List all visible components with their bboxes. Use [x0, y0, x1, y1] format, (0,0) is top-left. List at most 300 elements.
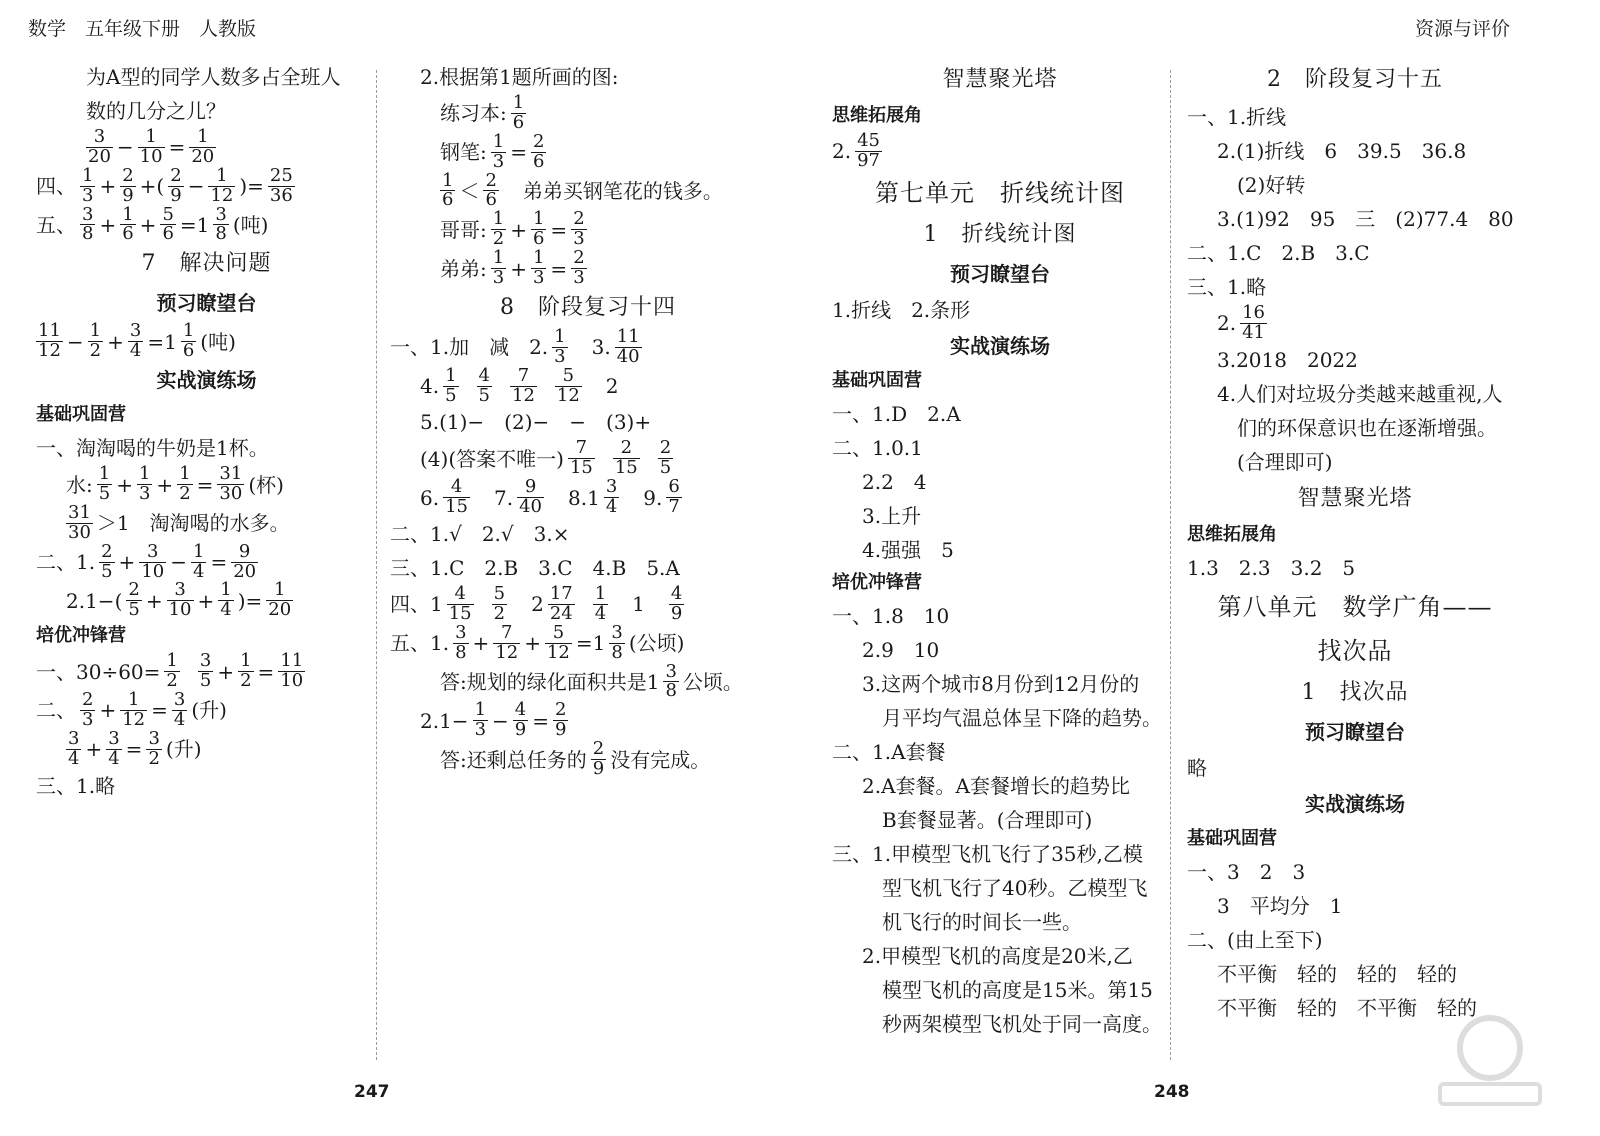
fraction-numerator: 31	[219, 463, 243, 485]
fraction-denominator: 9	[122, 184, 134, 206]
answer-text: 月平均气温总体呈下降的趋势。	[882, 705, 1162, 730]
answer-line	[388, 439, 788, 478]
answer-text: 四、	[36, 174, 76, 199]
answer-text: 5.(1)− (2)− − (3)+	[420, 410, 652, 435]
fraction-denominator: 15	[614, 457, 638, 479]
answer-text: 1 找次品	[1301, 679, 1409, 705]
fraction-denominator: 12	[512, 384, 535, 406]
fraction-denominator: 2	[492, 228, 505, 250]
fraction	[168, 164, 183, 206]
answer-text: 哥哥:	[440, 217, 487, 242]
answer-text: (升)	[165, 737, 202, 762]
answer-line	[830, 327, 1170, 365]
answer-text: +	[85, 737, 103, 762]
fraction	[139, 540, 166, 582]
fraction	[531, 210, 546, 249]
fraction	[571, 210, 586, 249]
answer-line	[830, 803, 1170, 837]
answer-line	[1185, 60, 1525, 100]
fraction	[66, 501, 93, 543]
answer-line	[830, 973, 1170, 1007]
fraction	[477, 364, 492, 406]
answer-text: 2.9 10	[862, 637, 940, 662]
answer-text: 2 阶段复习十五	[1267, 67, 1443, 92]
fraction-numerator: 1	[220, 579, 232, 601]
fraction-denominator: 6	[485, 189, 497, 211]
fraction	[66, 727, 81, 769]
fraction-numerator: 2	[555, 699, 567, 721]
answer-line	[388, 249, 788, 288]
fraction-denominator: 12	[495, 641, 519, 663]
answer-line	[388, 621, 788, 663]
answer-text: B套餐显著。(合理即可)	[882, 807, 1093, 832]
answer-text: 思维拓展角	[1187, 523, 1277, 545]
fraction	[167, 581, 194, 620]
fraction-denominator: 10	[280, 670, 304, 692]
answer-text: +	[99, 698, 117, 723]
fraction	[568, 439, 595, 478]
fraction	[447, 585, 474, 624]
fraction-numerator: 3	[605, 476, 618, 498]
answer-text: 1	[612, 592, 665, 617]
fraction-numerator: 2	[620, 437, 633, 459]
answer-text: 为A型的同学人数多占全班人	[86, 65, 341, 89]
fraction-numerator: 9	[524, 476, 537, 498]
answer-text: 答:规划的绿化面积共是1	[440, 669, 660, 694]
fraction-numerator: 1	[492, 208, 505, 230]
answer-text: ＜	[459, 178, 480, 203]
answer-text: 练习本:	[440, 101, 507, 126]
answer-text: 五、1.	[390, 631, 450, 656]
fraction	[126, 581, 141, 620]
answer-text: 预习瞭望台	[156, 291, 257, 316]
answer-text: 4.强强 5	[862, 537, 954, 562]
fraction	[491, 210, 506, 249]
answer-line	[388, 585, 788, 624]
fraction-denominator: 9	[514, 719, 527, 741]
fraction-numerator: 1	[532, 208, 545, 230]
fraction	[181, 322, 196, 361]
answer-text: 培优冲锋营	[832, 571, 922, 593]
answer-text: =	[125, 737, 143, 762]
answer-line	[388, 740, 788, 779]
answer-text: )=	[239, 174, 264, 199]
fraction-denominator: 9	[670, 602, 683, 624]
fraction-denominator: 24	[549, 602, 573, 624]
fraction-denominator: 10	[139, 145, 163, 167]
answer-text: =	[196, 472, 214, 497]
page-number-left: 247	[354, 1082, 390, 1102]
fraction-denominator: 6	[532, 150, 545, 172]
fraction	[97, 465, 112, 504]
answer-text: 3.上升	[862, 503, 922, 528]
fraction-denominator: 3	[82, 184, 94, 206]
answer-line	[1185, 923, 1525, 957]
answer-line	[830, 533, 1170, 567]
fraction-numerator: 1	[240, 650, 252, 672]
fraction	[440, 169, 455, 211]
answer-text: (吨)	[232, 212, 269, 237]
fraction-denominator: 8	[611, 641, 623, 663]
answer-text: (杯)	[248, 472, 284, 497]
fraction-numerator: 3	[611, 621, 623, 643]
answer-text: 1.3 2.3 3.2 5	[1187, 555, 1356, 580]
answer-text: =1	[179, 212, 210, 237]
answer-text: +(	[139, 174, 165, 199]
answer-text: 三、1.略	[1187, 275, 1267, 299]
fraction-denominator: 6	[512, 111, 525, 133]
answer-text: =	[550, 256, 568, 281]
fraction-numerator: 2	[532, 130, 545, 152]
fraction-denominator: 8	[82, 223, 94, 245]
answer-text: (合理即可)	[1237, 449, 1333, 474]
fraction-numerator: 3	[174, 579, 186, 601]
fraction-numerator: 7	[575, 437, 588, 459]
fraction-numerator: 3	[148, 727, 160, 749]
answer-column-1	[34, 60, 379, 803]
answer-line	[830, 567, 1170, 599]
answer-text: +	[156, 472, 174, 497]
fraction-denominator: 12	[122, 708, 146, 730]
fraction-denominator: 10	[141, 560, 165, 582]
answer-line	[1185, 585, 1525, 629]
answer-text: 不平衡 轻的 不平衡 轻的	[1217, 995, 1477, 1020]
fraction	[553, 701, 568, 740]
answer-line	[1185, 100, 1525, 134]
fraction-numerator: 4	[454, 583, 466, 605]
answer-line	[34, 465, 379, 504]
fraction-numerator: 2	[82, 689, 94, 711]
answer-text: 三、1.甲模型飞机飞行了35秒,乙模	[832, 841, 1143, 866]
fraction-numerator: 3	[173, 689, 186, 711]
answer-text: +	[197, 588, 215, 613]
fraction	[531, 249, 546, 288]
answer-text: 一、淘淘喝的牛奶是1杯。	[36, 436, 269, 461]
answer-line	[34, 284, 379, 322]
answer-line	[34, 540, 379, 582]
answer-text: 第八单元 数学广角——	[1217, 592, 1493, 621]
fraction	[138, 128, 165, 167]
fraction-denominator: 6	[532, 228, 545, 250]
fraction-denominator: 8	[665, 680, 677, 702]
answer-text: 1 折线统计图	[923, 221, 1077, 247]
fraction-denominator: 4	[108, 747, 120, 769]
fraction-denominator: 5	[98, 483, 111, 505]
answer-line	[830, 499, 1170, 533]
fraction	[1240, 304, 1267, 343]
fraction	[483, 169, 498, 211]
fraction	[604, 478, 619, 517]
answer-line	[34, 652, 379, 691]
answer-line	[830, 255, 1170, 293]
fraction-numerator: 3	[129, 320, 142, 342]
answer-line	[388, 325, 788, 367]
answer-text: 一、3 2 3	[1187, 859, 1306, 884]
fraction	[106, 727, 121, 769]
answer-line	[830, 171, 1170, 215]
fraction	[208, 164, 235, 206]
answer-line	[34, 361, 379, 399]
answer-line	[34, 164, 379, 206]
answer-line	[830, 397, 1170, 431]
fraction	[88, 322, 103, 361]
answer-text: +	[510, 256, 527, 281]
answer-text: 一、1.加 减 2.	[390, 335, 549, 360]
fraction-numerator: 1	[492, 247, 505, 269]
answer-text: 基础巩固营	[36, 404, 126, 426]
answer-text: 答:还剩总任务的	[440, 747, 587, 772]
fraction-numerator: 1	[512, 92, 525, 113]
fraction	[137, 465, 152, 504]
fraction-numerator: 1	[89, 320, 102, 342]
fraction-denominator: 30	[68, 521, 91, 543]
fraction-numerator: 1	[532, 247, 545, 269]
answer-line	[830, 871, 1170, 905]
fraction-denominator: 12	[556, 384, 580, 406]
fraction	[172, 691, 187, 730]
fraction-denominator: 15	[445, 496, 468, 518]
answer-line	[830, 60, 1170, 100]
fraction-numerator: 2	[101, 540, 113, 562]
fraction-denominator: 4	[594, 602, 607, 624]
fraction-denominator: 3	[492, 267, 505, 289]
fraction-numerator: 1	[182, 320, 195, 342]
answer-text: 9.	[623, 485, 663, 510]
fraction-denominator: 9	[555, 719, 567, 741]
answer-text: +	[145, 588, 163, 613]
fraction-denominator: 3	[82, 708, 94, 730]
answer-text: (公顷)	[628, 631, 685, 656]
answer-text: +	[107, 329, 124, 354]
answer-text: 8.1	[548, 485, 600, 510]
column-divider	[1170, 70, 1171, 1060]
answer-text: 7 解决问题	[141, 251, 272, 277]
answer-line	[388, 94, 788, 133]
fraction	[120, 691, 147, 730]
answer-line	[34, 691, 379, 730]
answer-column-2	[388, 60, 788, 779]
fraction-numerator: 2	[659, 437, 672, 459]
fraction	[613, 439, 640, 478]
answer-text: 二、1.C 2.B 3.C	[1187, 241, 1370, 265]
fraction	[669, 585, 684, 624]
fraction	[120, 203, 135, 245]
fraction-numerator: 1	[138, 463, 151, 485]
fraction-denominator: 9	[170, 184, 182, 206]
answer-line	[34, 620, 379, 652]
answer-text: 2.根据第1题所画的图:	[420, 65, 619, 89]
answer-line	[34, 60, 379, 94]
fraction-denominator: 4	[605, 496, 618, 518]
fraction-numerator: 31	[68, 501, 91, 523]
fraction-denominator: 5	[445, 384, 457, 406]
answer-line	[34, 322, 379, 361]
page-number-right: 248	[1154, 1082, 1190, 1102]
fraction	[217, 465, 244, 504]
answer-line	[388, 660, 788, 702]
answer-text: ＞1 淘淘喝的水多。	[96, 511, 290, 536]
fraction-denominator: 8	[215, 223, 227, 245]
fraction-numerator: 3	[455, 621, 467, 643]
answer-text: 3.	[571, 335, 611, 360]
fraction	[493, 621, 520, 663]
answer-text: 二、1.	[36, 550, 96, 575]
fraction-numerator: 1	[98, 463, 111, 485]
answer-text: 7.	[474, 485, 514, 510]
answer-line	[388, 60, 788, 94]
fraction-numerator: 2	[122, 164, 134, 186]
fraction-numerator: 45	[857, 130, 880, 151]
fraction	[510, 364, 537, 406]
answer-text: 预习瞭望台	[1305, 719, 1405, 744]
fraction-denominator: 4	[173, 708, 186, 730]
answer-text: 弟弟买钢笔花的钱多。	[502, 178, 723, 203]
answer-line	[34, 769, 379, 803]
answer-column-4	[1185, 60, 1525, 1025]
answer-text: =	[550, 217, 568, 242]
fraction	[548, 585, 575, 624]
answer-line	[1185, 202, 1525, 236]
answer-line	[1185, 889, 1525, 923]
answer-text: 4.人们对垃圾分类越来越重视,人	[1217, 381, 1503, 406]
fraction-denominator: 15	[448, 602, 472, 624]
answer-text: +	[217, 659, 235, 684]
answer-column-3	[830, 60, 1170, 1041]
fraction-numerator: 3	[147, 540, 159, 562]
fraction-numerator: 1	[179, 463, 191, 485]
fraction-numerator: 1	[474, 699, 487, 721]
fraction-denominator: 4	[68, 747, 80, 769]
fraction	[80, 691, 95, 730]
fraction	[189, 128, 216, 167]
answer-text: 第七单元 折线统计图	[875, 178, 1125, 207]
fraction-denominator: 4	[192, 560, 205, 582]
fraction-numerator: 1	[594, 583, 607, 605]
answer-line	[34, 727, 379, 769]
fraction	[36, 322, 63, 361]
fraction-numerator: 1	[197, 126, 209, 147]
answer-line	[388, 517, 788, 551]
fraction-denominator: 8	[455, 641, 467, 663]
answer-text: 3.2018 2022	[1217, 347, 1358, 372]
answer-text: +	[118, 550, 136, 575]
answer-line	[388, 288, 788, 328]
answer-text: 一、1.D 2.A	[832, 401, 961, 426]
fraction-numerator: 1	[442, 169, 454, 191]
answer-text: 找次品	[1317, 636, 1393, 665]
fraction-denominator: 7	[668, 496, 680, 518]
fraction	[658, 439, 673, 478]
fraction-denominator: 41	[1242, 321, 1265, 343]
answer-text: 基础巩固营	[1187, 827, 1277, 849]
fraction-numerator: 2	[573, 247, 585, 269]
fraction-numerator: 3	[93, 126, 106, 147]
answer-text: (吨)	[200, 329, 236, 354]
answer-text: =	[532, 708, 550, 733]
answer-text: 3.(1)92 95 三 (2)77.4 80	[1217, 207, 1514, 231]
answer-text: 8 阶段复习十四	[500, 294, 676, 320]
answer-text: 一、1.折线	[1187, 105, 1287, 129]
fraction	[609, 621, 624, 663]
answer-text: (2)好转	[1237, 173, 1306, 197]
fraction-numerator: 4	[478, 364, 490, 386]
answer-text: 不平衡 轻的 轻的 轻的	[1217, 961, 1457, 986]
answer-line	[388, 210, 788, 249]
answer-text: 没有完成。	[610, 747, 711, 772]
fraction-denominator: 6	[122, 223, 134, 245]
fraction	[231, 540, 258, 582]
answer-line	[1185, 713, 1525, 751]
answer-text: +	[116, 472, 133, 497]
fraction-denominator: 20	[268, 599, 292, 621]
answer-text: 们的环保意识也在逐渐增强。	[1237, 415, 1497, 440]
fraction-denominator: 2	[179, 483, 191, 505]
answer-text: +	[99, 212, 117, 237]
fraction	[164, 652, 179, 691]
fraction-numerator: 1	[192, 540, 205, 562]
fraction-denominator: 5	[128, 599, 140, 621]
fraction-numerator: 5	[552, 621, 565, 643]
fraction-denominator: 6	[162, 223, 174, 245]
fraction-denominator: 36	[269, 184, 293, 206]
answer-text: 二、	[36, 698, 76, 723]
answer-text: 水:	[66, 472, 93, 497]
fraction	[666, 478, 681, 517]
answer-text: 2.A套餐。A套餐增长的趋势比	[862, 773, 1130, 798]
answer-text: (4)(答案不唯一)	[420, 446, 564, 471]
fraction-denominator: 97	[857, 149, 880, 171]
fraction-denominator: 12	[210, 184, 234, 206]
fraction-denominator: 9	[592, 758, 605, 780]
answer-line	[34, 501, 379, 543]
answer-text: −	[492, 708, 509, 733]
answer-text: 智慧聚光塔	[942, 67, 1058, 92]
answer-text: +	[510, 217, 527, 242]
fraction-numerator: 9	[238, 540, 251, 562]
answer-text: 二、(由上至下)	[1187, 927, 1323, 952]
answer-text: 3 平均分 1	[1217, 893, 1343, 918]
answer-line	[1185, 134, 1525, 168]
fraction-denominator: 5	[199, 670, 212, 692]
fraction	[593, 585, 608, 624]
fraction-denominator: 4	[129, 340, 142, 362]
fraction-numerator: 3	[68, 727, 80, 749]
answer-line	[830, 431, 1170, 465]
fraction-denominator: 3	[474, 719, 487, 741]
fraction-denominator: 3	[492, 150, 505, 172]
answer-text: 模型飞机的高度是15米。第15	[882, 977, 1153, 1002]
fraction-numerator: 1	[274, 579, 286, 601]
answer-line	[830, 132, 1170, 171]
answer-text: 二、1.√ 2.√ 3.×	[390, 522, 570, 547]
answer-line	[1185, 377, 1525, 411]
fraction-numerator: 3	[665, 660, 677, 682]
fraction	[80, 203, 95, 245]
fraction-numerator: 1	[554, 325, 566, 347]
answer-line	[830, 667, 1170, 701]
fraction-denominator: 4	[220, 599, 232, 621]
header-right: 资源与评价	[1414, 18, 1510, 40]
fraction	[453, 621, 468, 663]
answer-line	[830, 735, 1170, 769]
answer-line	[830, 100, 1170, 132]
answer-line	[1185, 519, 1525, 551]
answer-text: −	[170, 550, 187, 575]
fraction	[492, 585, 507, 624]
fraction-numerator: 7	[501, 621, 513, 643]
fraction	[517, 478, 544, 517]
fraction-numerator: 6	[668, 476, 680, 498]
